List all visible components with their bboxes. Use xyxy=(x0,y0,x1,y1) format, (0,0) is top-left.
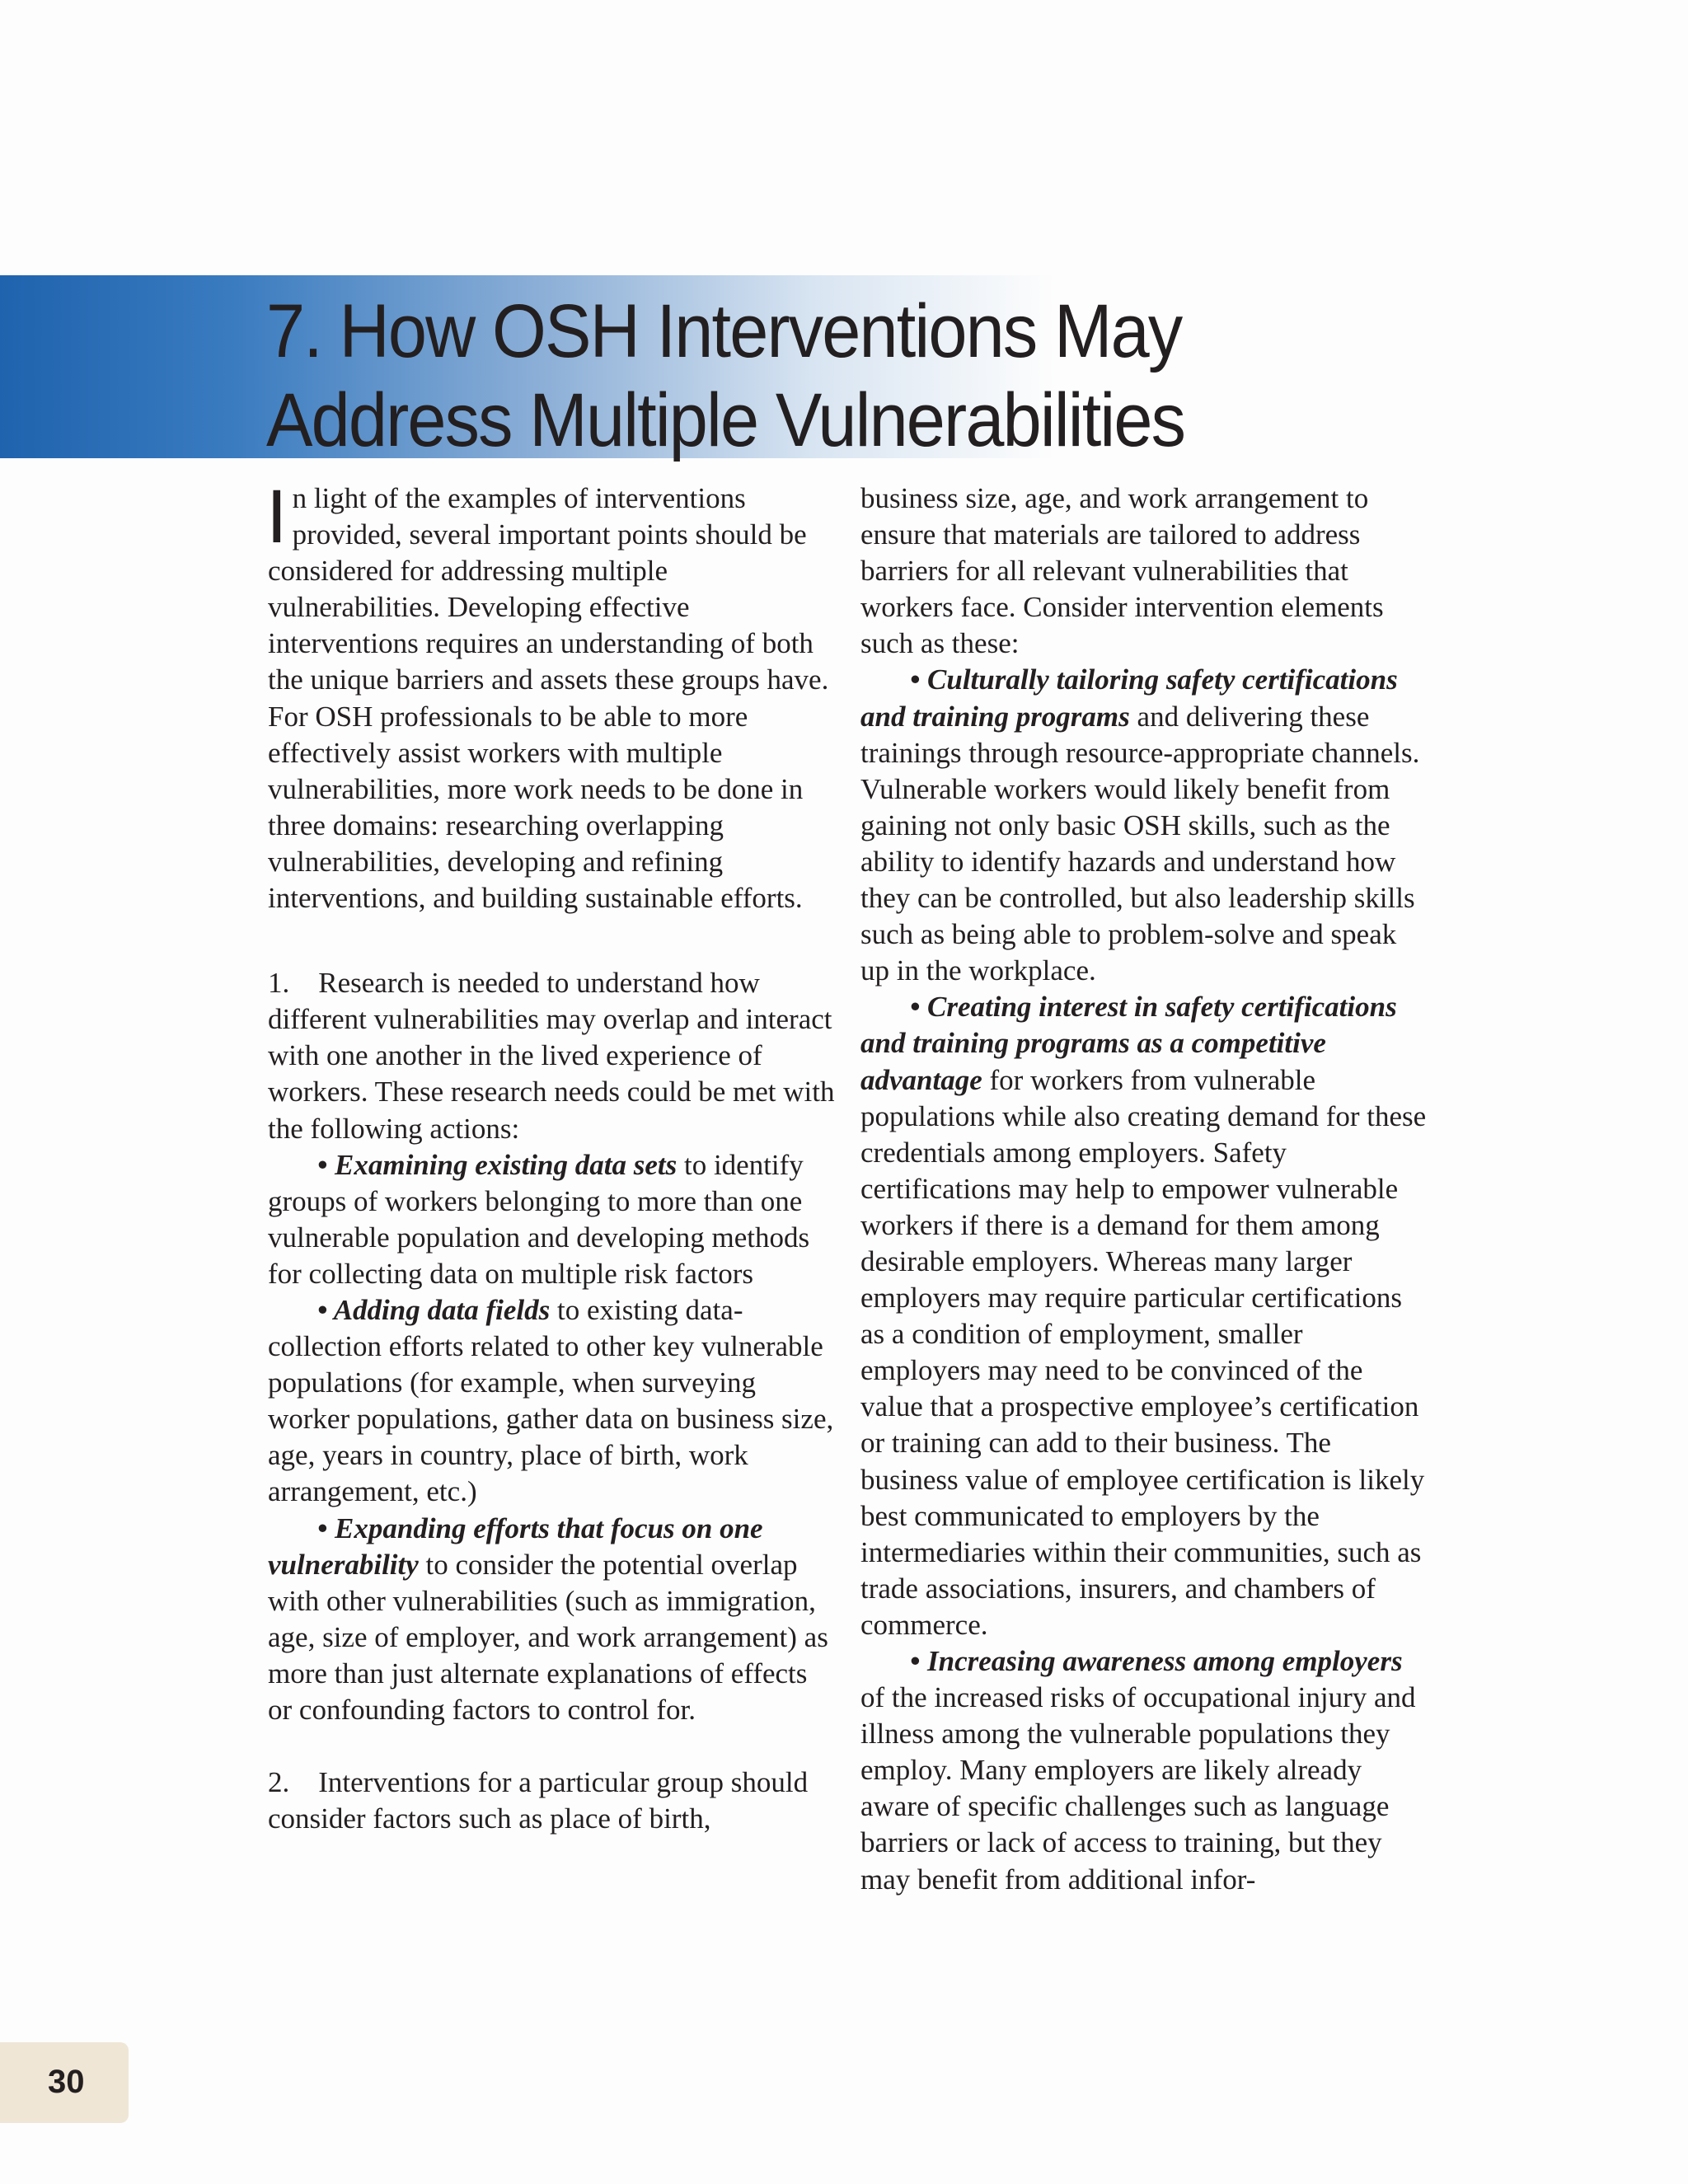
bullet-text: and delivering these trainings through resource-appropriate channels. Vulnerable workers would likely benefit from gaining not only basic OSH skills, such as the ability to identify hazards and understand how they can be controlled, but also leadership skills such as being able to problem-solve and speak up in the workplace. xyxy=(860,700,1420,987)
bullet-text: of the increased risks of occupational injury and illness among the vulnerable populations they employ. Many employers are likely already aware of specific challenges such as language barriers or lack of access to training, but they may benefit from additional infor- xyxy=(860,1681,1416,1896)
point-2-bullet-3 xyxy=(860,1643,1429,1898)
page-number: 30 xyxy=(48,2064,85,2100)
intro-text: n light of the examples of interventions provided, several important points should be considered for addressing multiple vulnerabilities. Developing effective interventions requires an understanding of both the unique barriers and assets these groups have. For OSH professionals to be able to more effectively assist workers with multiple vulnerabilities, more work needs to be done in three domains: researching overlapping vulnerabilities, developing and refining interventions, and building sustainable efforts. xyxy=(268,482,829,915)
page-title xyxy=(266,287,1404,465)
point-1-bullet-3 xyxy=(268,1511,837,1729)
point-1-bullet-1 xyxy=(268,1147,837,1292)
bullet-text: to consider the potential overlap with other vulnerabilities (such as immigration, age, size of employer, and work arrangement) as more than just alternate explanations of effects or confounding factors to control for. xyxy=(268,1548,828,1726)
point-2-bullet-2 xyxy=(860,989,1429,1643)
page-title-line-1: 7. How OSH Interventions May xyxy=(266,289,1182,373)
bullet-text: for workers from vulnerable populations while also creating demand for these credentials among employers. Safety certifications may help to empower vulnerable workers if there is a demand for them among desirable employers. Whereas many larger employers may require particular certifications as a condition of employment, smaller employers may need to be convinced of the value that a prospective employee’s certification or training can add to their business. The business value of employee certification is likely best communicated to employers by the intermediaries within their communities, such as trade associations, insurers, and chambers of commerce. xyxy=(860,1063,1427,1641)
point-1-bullet-2 xyxy=(268,1292,837,1511)
left-column xyxy=(266,475,837,1837)
bullet-lead: • Culturally tailoring safety certifications and training programs xyxy=(860,663,1398,733)
right-column xyxy=(860,480,1429,1898)
drop-cap: I xyxy=(266,475,288,559)
bullet-lead: • Creating interest in safety certifications and training programs as a competitive advantage xyxy=(860,991,1397,1096)
bullet-lead: • Increasing awareness among employers xyxy=(910,1645,1403,1677)
point-2-paragraph: 2. Interventions for a particular group should consider factors such as place of birth, xyxy=(268,1766,809,1835)
paragraph-spacer xyxy=(268,916,837,965)
point-2-bullet-1 xyxy=(860,662,1429,989)
bullet-lead: • Expanding efforts that focus on one vulnerability xyxy=(268,1511,763,1581)
page-title-line-2: Address Multiple Vulnerabilities xyxy=(266,378,1185,462)
intro-paragraph xyxy=(266,475,837,916)
bullet-lead: • Adding data fields xyxy=(317,1293,551,1326)
bullet-lead: • Examining existing data sets xyxy=(317,1148,678,1181)
bullet-text: to identify groups of workers belonging to more than one vulnerable population and developing methods for collecting data on multiple risk factors xyxy=(268,1148,810,1290)
point-2-continued: business size, age, and work arrangement to ensure that materials are tailored to address barriers for all relevant vulnerabilities that workers face. Consider intervention elements such as these: xyxy=(860,482,1384,660)
point-1-paragraph: 1. Research is needed to understand how different vulnerabilities may overlap and interact with one another in the lived experience of workers. These research needs could be met with the following actions: xyxy=(268,967,835,1145)
paragraph-spacer xyxy=(268,1728,837,1765)
bullet-text: to existing data-collection efforts related to other key vulnerable populations (for example, when surveying worker populations, gather data on business size, age, years in country, place of birth, work arrangement, etc.) xyxy=(268,1293,834,1508)
